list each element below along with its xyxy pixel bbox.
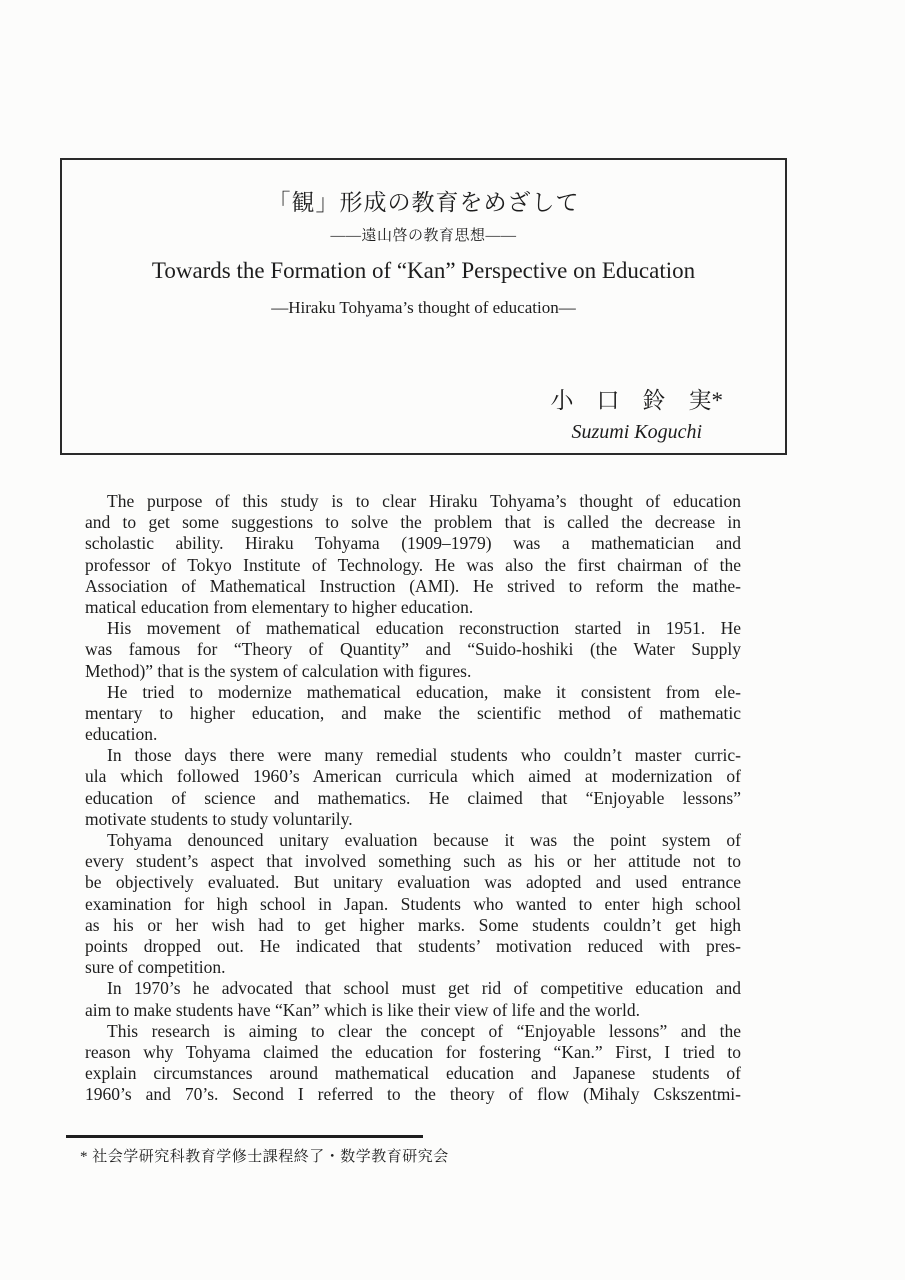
abstract-line: This research is aiming to clear the concept of “Enjoyable lessons” and the — [107, 1020, 741, 1041]
abstract-line: The purpose of this study is to clear Hiraku Tohyama’s thought of education — [107, 491, 741, 511]
abstract-line: Association of Mathematical Instruction (AMI). He strived to reform the mathe- — [85, 575, 741, 596]
abstract-line: explain circumstances around mathematical education and Japanese students of — [85, 1063, 741, 1084]
abstract-line: and to get some suggestions to solve the problem that is called the decrease in — [85, 512, 741, 533]
abstract-line: 1960’s and 70’s. Second I referred to the theory of flow (Mihaly Cskszentmi- — [85, 1084, 741, 1105]
author-name-japanese: 小 口 鈴 実* — [550, 388, 723, 413]
paper-title-japanese: 「観」形成の教育をめざして — [267, 190, 580, 215]
abstract-line: professor of Tokyo Institute of Technology. He was also the first chairman of the — [85, 554, 741, 575]
abstract-line: education. — [85, 724, 158, 745]
abstract-line: be objectively evaluated. But unitary evaluation was adopted and used entrance — [85, 872, 741, 893]
author-name-romaji: Suzumi Koguchi — [571, 421, 703, 443]
abstract-paragraph — [85, 682, 741, 746]
abstract-line: as his or her wish had to get higher marks. Some students couldn’t get high — [85, 914, 741, 935]
abstract-line: sure of competition. — [85, 957, 226, 978]
abstract-line: aim to make students have “Kan” which is like their view of life and the world. — [85, 999, 640, 1020]
author-block — [551, 382, 724, 444]
abstract-line: ula which followed 1960’s American curricula which aimed at modernization of — [85, 766, 741, 787]
title-box — [60, 158, 787, 455]
abstract — [85, 491, 741, 1105]
abstract-line: every student’s aspect that involved something such as his or her attitude not to — [85, 851, 741, 872]
abstract-line: was famous for “Theory of Quantity” and “Suido-hoshiki (the Water Supply — [85, 639, 741, 660]
abstract-line: points dropped out. He indicated that students’ motivation reduced with pres- — [85, 935, 741, 956]
abstract-line: mentary to higher education, and make the scientific method of mathematic — [85, 702, 741, 723]
abstract-line: He tried to modernize mathematical education, make it consistent from ele- — [107, 681, 741, 702]
footnote-text: * 社会学研究科教育学修士課程終了・数学教育研究会 — [80, 1149, 449, 1165]
abstract-line: In those days there were many remedial students who couldn’t master curric- — [107, 745, 741, 766]
abstract-line: education of science and mathematics. He claimed that “Enjoyable lessons” — [85, 787, 741, 808]
abstract-paragraph — [85, 978, 741, 1020]
abstract-line: Tohyama denounced unitary evaluation because it was the point system of — [107, 830, 741, 850]
paper-subtitle-english: —Hiraku Tohyama’s thought of education— — [271, 298, 576, 317]
abstract-paragraph — [85, 1021, 741, 1106]
abstract-line: reason why Tohyama claimed the education for fostering “Kan.” First, I tried to — [85, 1041, 741, 1062]
abstract-line: In 1970’s he advocated that school must get rid of competitive education and — [107, 978, 741, 999]
paper-title-english: Towards the Formation of “Kan” Perspective on Education — [151, 258, 696, 283]
abstract-line: matical education from elementary to higher education. — [85, 596, 474, 617]
abstract-line: motivate students to study voluntarily. — [85, 808, 353, 829]
abstract-line: His movement of mathematical education reconstruction started in 1951. He — [107, 618, 741, 639]
abstract-paragraph — [85, 491, 741, 618]
abstract-line: Method)” that is the system of calculation with figures. — [85, 660, 472, 681]
abstract-paragraph — [85, 618, 741, 682]
abstract-paragraph — [85, 745, 741, 830]
abstract-line: scholastic ability. Hiraku Tohyama (1909–1979) was a mathematician and — [85, 533, 741, 554]
abstract-paragraph — [85, 830, 741, 978]
footnote-rule — [66, 1135, 423, 1138]
abstract-line: examination for high school in Japan. Students who wanted to enter high school — [85, 893, 741, 914]
paper-subtitle-japanese: ——遠山啓の教育思想—— — [330, 228, 517, 244]
